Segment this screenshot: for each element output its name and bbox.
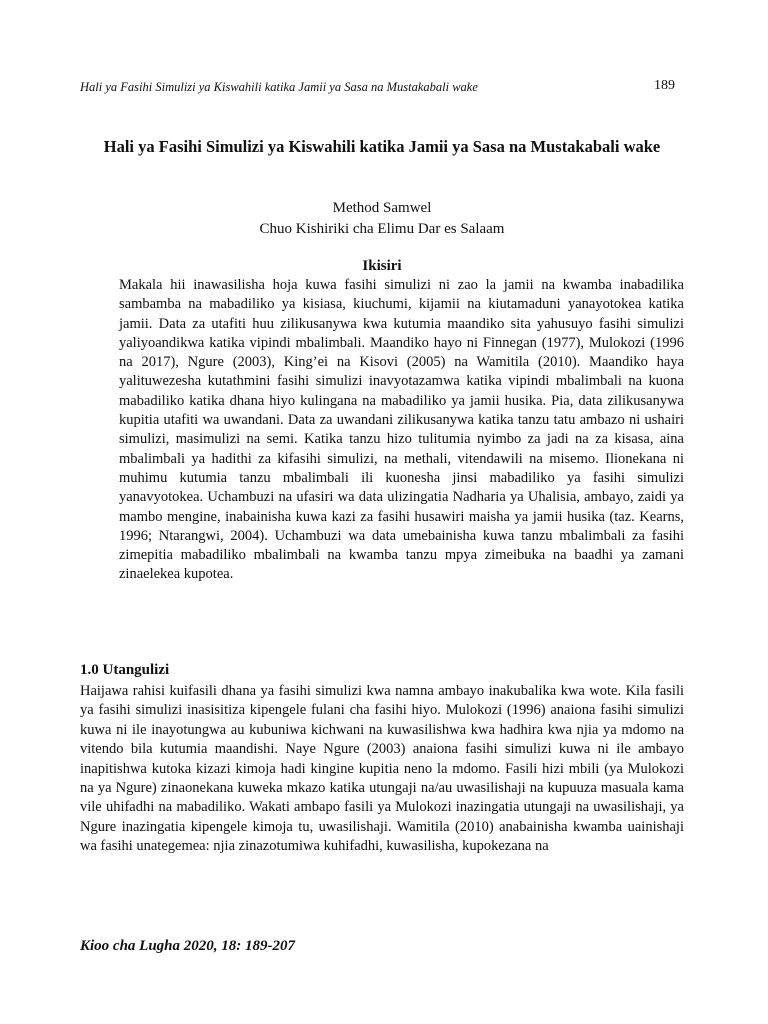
section-heading: 1.0 Utangulizi [80,662,170,678]
author-affiliation: Chuo Kishiriki cha Elimu Dar es Salaam [259,221,505,237]
abstract-text: Makala hii inawasilisha hoja kuwa fasihi simulizi ni zao la jamii na kwamba inabadilika sambamba na mabadiliko ya kisiasa, kiuchumi, kijamii na kiutamaduni yanayotokea katika jamii. Data za utafiti huu zilikusanywa kwa kutumia maandiko sita yahusuyo fasihi simulizi yaliyoandikwa katika vipindi mbalimbali. Maandiko hayo ni Finnegan (1977), Mulokozi (1996 na 2017), Ngure (2003), King’ei na Kisovi (2005) na Wamitila (2010). Maandiko haya yalituwezesha kutathmini fasihi simulizi inavyotazamwa katika vipindi mbalimbali na kuona mabadiliko katika dhana hiyo kulingana na mabadiliko ya jamii husika. Pia, data zilikusanywa kupitia utafiti wa uwandani. Data za uwandani zilikusanywa katika tanzu tatu ambazo ni ushairi simulizi, masimulizi na semi. Katika tanzu hizo tulitumia nyimbo za jadi na za kisasa, aina mbalimbali ya hadithi za kifasihi simulizi, na methali, vitendawili na misemo. Ilionekana ni muhimu kutumia tanzu mbalimbali ili kuonesha jinsi mabadiliko ya fasihi simulizi yanavyotokea. Uchambuzi na ufasiri wa data ulizingatia Nadharia ya Uhalisia, ambayo, zaidi ya mambo mengine, inabainisha kuwa kazi za fasihi husawiri maisha ya jamii husika (taz. Kearns, 1996; Ntarangwi, 2004). Uchambuzi wa data umebainisha kuwa tanzu mbalimbali za fasihi zimepitia mabadiliko mbalimbali na kwamba tanzu mpya zimeibuka na baadhi ya zamani zinaelekea kupotea. [119,277,684,583]
page-number: 189 [654,78,675,93]
author-name: Method Samwel [332,200,432,216]
abstract-heading: Ikisiri [362,258,402,274]
section-body: Haijawa rahisi kuifasili dhana ya fasihi simulizi kwa namna ambayo inakubalika kwa wote. Kila fasili ya fasihi simulizi inasisitiza kipengele fulani cha fasihi hiyo. Mulokozi (1996) anaiona fasihi simulizi kuwa ni ile inayotungwa au kubuniwa kichwani na kuwasilishwa kwa hadhira kwa njia ya mdomo na vitendo bila kutumia maandishi. Naye Ngure (2003) anaiona fasihi simulizi kuwa ni ile ambayo inapitishwa kutoka kizazi kimoja hadi kingine kupitia neno la mdomo. Fasili hizi mbili (ya Mulokozi na ya Ngure) zinaonekana kuweka mkazo katika utungaji na/au uwasilishaji na kupuuza masuala kama vile uhifadhi na mabadiliko. Wakati ambapo fasili ya Mulokozi inazingatia utungaji na uwasilishaji, ya Ngure inazingatia kipengele kimoja tu, uwasilishaji. Wamitila (2010) anabainisha kwamba uainishaji wa fasihi unategemea: njia zinazotumiwa kuhifadhi, kuwasilisha, kupokezana na [80,683,684,855]
article-title: Hali ya Fasihi Simulizi ya Kiswahili katika Jamii ya Sasa na Mustakabali wake [103,137,661,156]
running-head: Hali ya Fasihi Simulizi ya Kiswahili katika Jamii ya Sasa na Mustakabali wake [80,80,478,94]
journal-citation: Kioo cha Lugha 2020, 18: 189-207 [80,938,296,954]
